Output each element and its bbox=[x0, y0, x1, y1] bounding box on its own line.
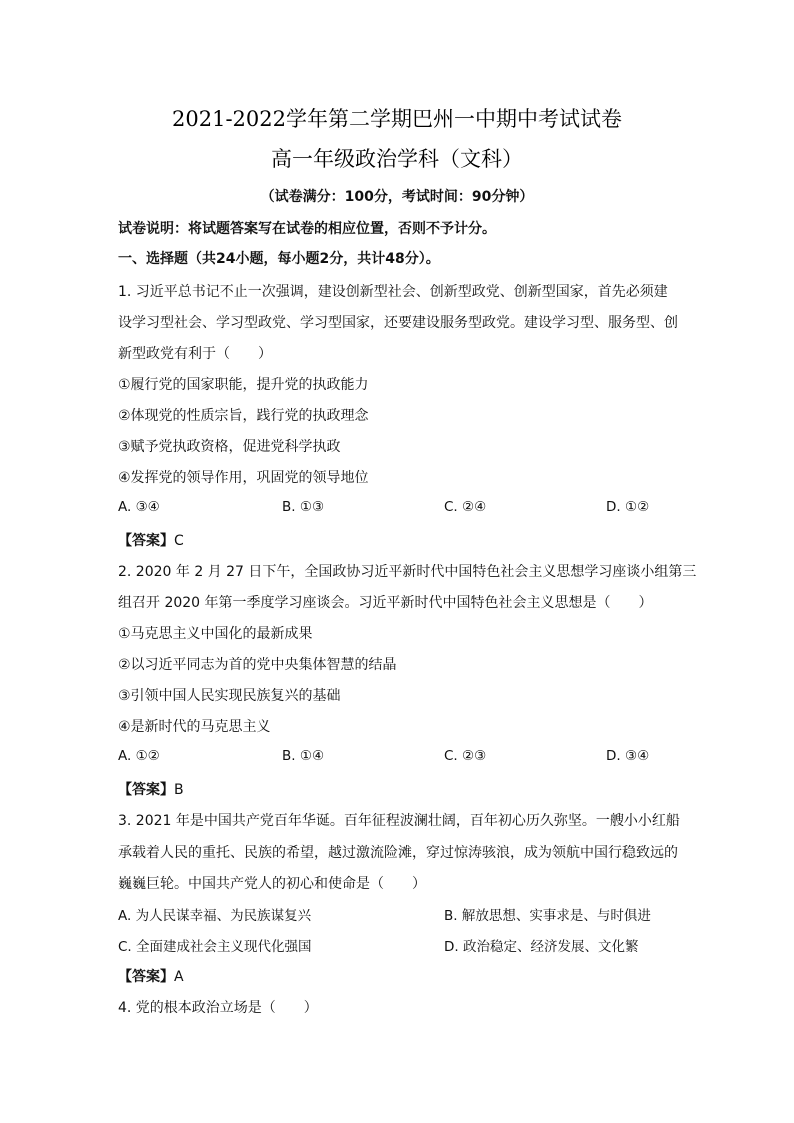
q3-answer bbox=[118, 966, 688, 986]
q2-option-b: B. ①④ bbox=[282, 748, 325, 764]
q2-stem-line: 2. 2020 年 2 月 27 日下午，全国政协习近平新时代中国特色社会主义思想学习座谈小组第三 bbox=[118, 564, 697, 580]
q1-option-a: A. ③④ bbox=[118, 499, 160, 515]
q2-item: ②以习近平同志为首的党中央集体智慧的结晶 bbox=[118, 657, 397, 673]
q2-item: ④是新时代的马克思主义 bbox=[118, 719, 271, 735]
exam-subject-title: 高一年级政治学科（文科） bbox=[271, 147, 523, 171]
q1-answer bbox=[118, 530, 688, 550]
q1-option-d: D. ①② bbox=[606, 499, 650, 515]
section-title: 一、选择题（共24小题，每小题2分，共计48分）。 bbox=[118, 251, 440, 267]
q3-option-a: A. 为人民谋幸福、为民族谋复兴 bbox=[118, 908, 312, 924]
q4-stem-line: 4. 党的根本政治立场是（ ） bbox=[118, 1000, 318, 1016]
q3-stem-line: 3. 2021 年是中国共产党百年华诞。百年征程波澜壮阔，百年初心历久弥坚。一艘小小红船 bbox=[118, 813, 680, 829]
q2-option-c: C. ②③ bbox=[444, 748, 487, 764]
q1-item: ④发挥党的领导作用，巩固党的领导地位 bbox=[118, 470, 369, 486]
exam-instructions: 试卷说明：将试题答案写在试卷的相应位置，否则不予计分。 bbox=[118, 221, 496, 237]
q1-item: ②体现党的性质宗旨，践行党的执政理念 bbox=[118, 408, 369, 424]
q2-option-a: A. ①② bbox=[118, 748, 160, 764]
exam-info: （试卷满分：100分，考试时间：90分钟） bbox=[260, 189, 534, 205]
q1-stem-line: 设学习型社会、学习型政党、学习型国家，还要建设服务型政党。建设学习型、服务型、创 bbox=[118, 315, 678, 331]
q3-stem-line: 承载着人民的重托、民族的希望，越过激流险滩，穿过惊涛骇浪，成为领航中国行稳致远的 bbox=[118, 845, 678, 861]
q1-item: ①履行党的国家职能，提升党的执政能力 bbox=[118, 377, 369, 393]
exam-title: 2021-2022学年第二学期巴州一中期中考试试卷 bbox=[172, 107, 622, 131]
q2-item: ③引领中国人民实现民族复兴的基础 bbox=[118, 688, 341, 704]
q1-option-c: C. ②④ bbox=[444, 499, 487, 515]
q3-option-b: B. 解放思想、实事求是、与时俱进 bbox=[444, 908, 651, 924]
q1-option-b: B. ①③ bbox=[282, 499, 325, 515]
q2-item: ①马克思主义中国化的最新成果 bbox=[118, 626, 313, 642]
answer-label: 【答案】 bbox=[118, 969, 174, 985]
q2-option-d: D. ③④ bbox=[606, 748, 650, 764]
q1-stem-line: 1. 习近平总书记不止一次强调，建设创新型社会、创新型政党、创新型国家，首先必须建 bbox=[118, 284, 668, 300]
q3-option-d: D. 政治稳定、经济发展、文化繁 bbox=[444, 939, 639, 955]
answer-label: 【答案】 bbox=[118, 533, 174, 549]
q3-option-c: C. 全面建成社会主义现代化强国 bbox=[118, 939, 312, 955]
q2-answer bbox=[118, 779, 688, 799]
q3-answer-value: A bbox=[174, 969, 184, 985]
q2-answer-value: B bbox=[174, 782, 184, 798]
q3-stem-line: 巍巍巨轮。中国共产党人的初心和使命是（ ） bbox=[118, 876, 426, 892]
q1-stem-line: 新型政党有利于（ ） bbox=[118, 346, 272, 362]
answer-label: 【答案】 bbox=[118, 782, 174, 798]
q1-answer-value: C bbox=[174, 533, 184, 549]
q1-item: ③赋予党执政资格，促进党科学执政 bbox=[118, 439, 341, 455]
q2-stem-line: 组召开 2020 年第一季度学习座谈会。习近平新时代中国特色社会主义思想是（ ） bbox=[118, 595, 653, 611]
